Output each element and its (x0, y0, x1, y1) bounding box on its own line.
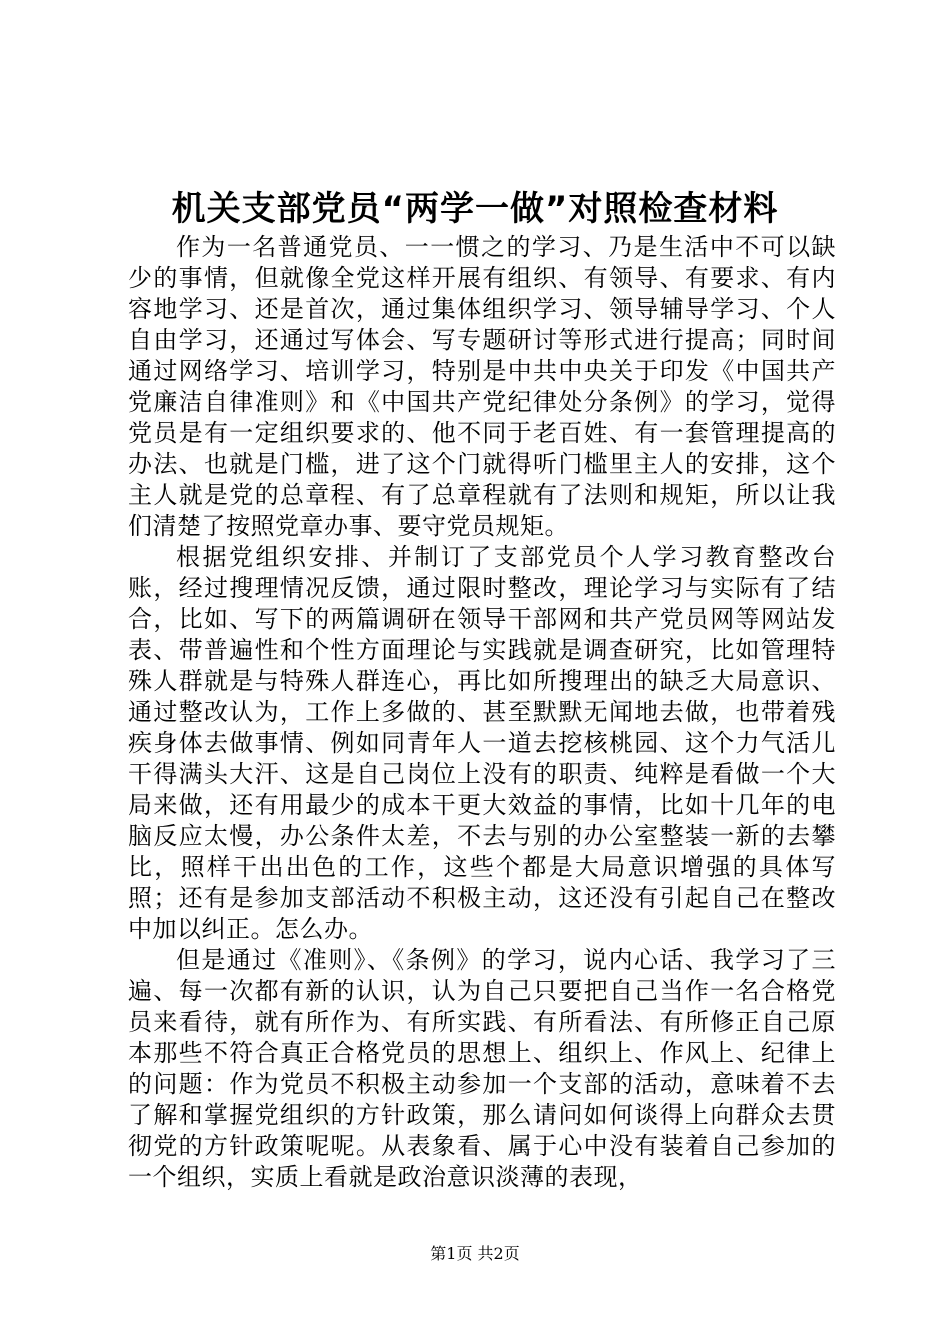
page-title: 机关支部党员“两学一做”对照检查材料 (171, 189, 779, 229)
paragraph-3: 但是通过《准则》、《条例》的学习，说内心话、我学习了三遍、每一次都有新的认识，认为自己只要把自己当作一名合格党员来看待，就有所作为、有所实践、有所看法、有所修正自己原本那些不符合真正合格党员的思想上、组织上、作风上、纪律上的问题：作为党员不积极主动参加一个支部的活动，意味着不去了解和掌握党组织的方针政策，那么请问如何谈得上向群众去贯彻党的方针政策呢呢。从表象看、属于心中没有装着自己参加的一个组织，实质上看就是政治意识淡薄的表现， (128, 946, 836, 1191)
document-body (128, 232, 836, 1193)
page-footer: 第1页 共2页 (430, 1244, 520, 1263)
paragraph-2: 根据党组织安排、并制订了支部党员个人学习教育整改台账，经过搜理情况反馈，通过限时整改，理论学习与实际有了结合，比如、写下的两篇调研在领导干部网和共产党员网等网站发表、带普遍性和个性方面理论与实践就是调查研究，比如管理特殊人群就是与特殊人群连心，再比如所搜理出的缺乏大局意识、通过整改认为，工作上多做的、甚至默默无闻地去做，也带着残疾身体去做事情、例如同青年人一道去挖核桃园、这个力气活儿干得满头大汗、这是自己岗位上没有的职责、纯粹是看做一个大局来做，还有用最少的成本干更大效益的事情，比如十几年的电脑反应太慢，办公条件太差，不去与别的办公室整装一新的去攀比，照样干出出色的工作，这些个都是大局意识增强的具体写照；还有是参加支部活动不积极主动，这还没有引起自己在整改中加以纠正。怎么办。 (128, 543, 836, 943)
paragraph-1: 作为一名普通党员、一一惯之的学习、乃是生活中不可以缺少的事情，但就像全党这样开展有组织、有领导、有要求、有内容地学习、还是首次，通过集体组织学习、领导辅导学习、个人自由学习，还通过写体会、写专题研讨等形式进行提高；同时间通过网络学习、培训学习，特别是中共中央关于印发《中国共产党廉洁自律准则》和《中国共产党纪律处分条例》的学习，觉得党员是有一定组织要求的、他不同于老百姓、有一套管理提高的办法、也就是门槛，进了这个门就得听门槛里主人的安排，这个主人就是党的总章程、有了总章程就有了法则和规矩，所以让我们清楚了按照党章办事、要守党员规矩。 (128, 233, 836, 540)
